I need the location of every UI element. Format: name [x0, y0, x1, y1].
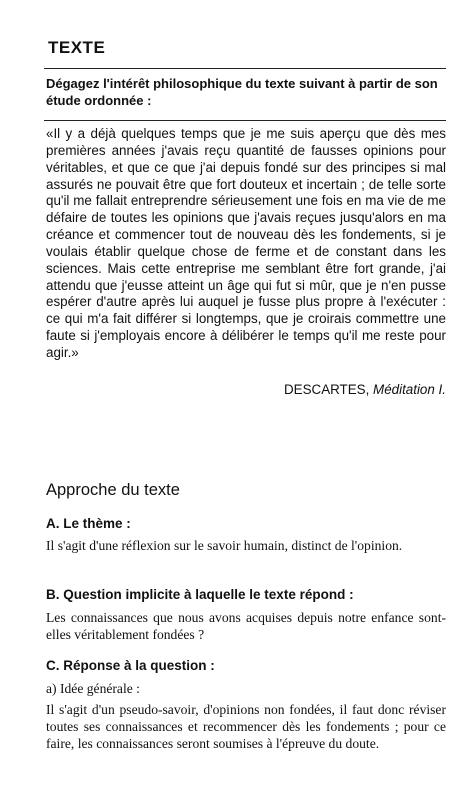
answer-label: C. Réponse à la question :: [46, 658, 215, 673]
approach-title: Approche du texte: [46, 481, 180, 499]
theme-label: A. Le thème :: [46, 516, 131, 531]
theme-text: Il s'agit d'une réflexion sur le savoir humain, distinct de l'opinion.: [46, 538, 403, 553]
attribution-work: Méditation I.: [373, 382, 446, 397]
top-rule: [44, 68, 446, 69]
question-text: Les connaissances que nous avons acquises depuis notre enfance sont-elles véritablement fondées ?: [46, 610, 446, 643]
bottom-rule: [44, 120, 446, 121]
instruction-text: Dégagez l'intérêt philosophique du texte suivant à partir de son étude ordonnée :: [46, 76, 438, 108]
idea-label: a) Idée générale :: [46, 681, 140, 696]
attribution-author: DESCARTES,: [283, 382, 370, 397]
quote-attribution: [46, 382, 446, 397]
section-heading: TEXTE: [48, 38, 106, 57]
idea-text: Il s'agit d'un pseudo-savoir, d'opinions non fondées, il faut donc réviser toutes ses connaissances et recommencer dès les fondements ; pour ce faire, les connaissances seront soumises à l'épreuve du doute.: [46, 702, 446, 752]
question-label: B. Question implicite à laquelle le texte répond :: [46, 587, 354, 602]
descartes-quote: «Il y a déjà quelques temps que je me suis aperçu que dès mes premières années j'avais reçu quantité de fausses opinions pour véritables, et que ce que j'ai depuis fondé sur des principes si mal assurés ne pouvait être que fort douteux et incertain ; de telle sorte qu'il me fallait entreprendre sérieusement une fois en ma vie de me défaire de toutes les opinions que j'avais reçues jusqu'alors en ma créance et commencer tout de nouveau dès les fondements, si je voulais établir quelque chose de ferme et de constant dans les sciences. Mais cette entreprise me semblant être fort grande, j'ai attendu que j'eusse atteint un âge qui fut si mûr, que je n'en pusse espérer d'autre après lui auquel je fusse plus propre à l'exécuter : ce qui m'a fait différer si longtemps, que je croirais commettre une faute si j'employais encore à délibérer le temps qu'il me reste pour agir.»: [46, 126, 446, 360]
